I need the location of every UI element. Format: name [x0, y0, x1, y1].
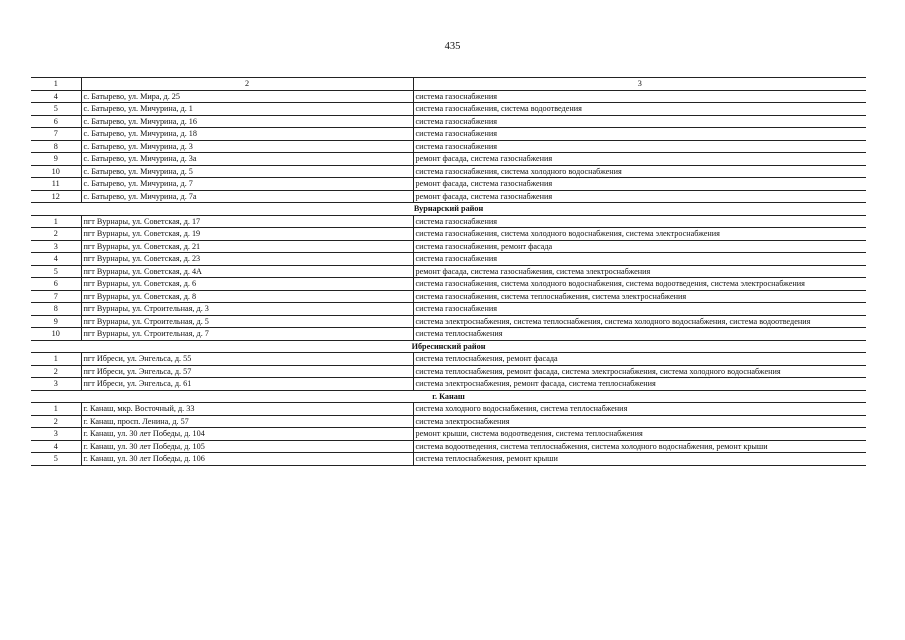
- row-number: 8: [31, 140, 81, 153]
- table-row: [31, 415, 866, 428]
- table-row: [31, 153, 866, 166]
- row-number: 2: [31, 415, 81, 428]
- row-number: 1: [31, 403, 81, 416]
- row-number: 6: [31, 115, 81, 128]
- works-cell: система водоотведения, система теплоснабжения, система холодного водоснабжения, ремонт крыши: [413, 440, 866, 453]
- address-cell: г. Канаш, мкр. Восточный, д. 33: [81, 403, 413, 416]
- address-cell: пгт Вурнары, ул. Советская, д. 17: [81, 215, 413, 228]
- works-cell: ремонт фасада, система газоснабжения: [413, 178, 866, 191]
- table-row: [31, 265, 866, 278]
- address-cell: с. Батырево, ул. Мичурина, д. 5: [81, 165, 413, 178]
- works-cell: система газоснабжения: [413, 215, 866, 228]
- address-cell: г. Канаш, ул. 30 лет Победы, д. 104: [81, 428, 413, 441]
- row-number: 5: [31, 453, 81, 466]
- address-cell: г. Канаш, просп. Ленина, д. 57: [81, 415, 413, 428]
- row-number: 2: [31, 228, 81, 241]
- section-heading: г. Канаш: [31, 390, 866, 403]
- address-cell: г. Канаш, ул. 30 лет Победы, д. 105: [81, 440, 413, 453]
- works-cell: система газоснабжения: [413, 90, 866, 103]
- address-cell: с. Батырево, ул. Мичурина, д. 7: [81, 178, 413, 191]
- works-cell: система газоснабжения, система холодного водоснабжения: [413, 165, 866, 178]
- address-cell: с. Батырево, ул. Мичурина, д. 3: [81, 140, 413, 153]
- row-number: 9: [31, 153, 81, 166]
- row-number: 10: [31, 165, 81, 178]
- section-heading: Вурнарский район: [31, 203, 866, 216]
- row-number: 1: [31, 353, 81, 366]
- address-cell: пгт Вурнары, ул. Строительная, д. 5: [81, 315, 413, 328]
- works-cell: система газоснабжения, система водоотведения: [413, 103, 866, 116]
- row-number: 7: [31, 128, 81, 141]
- row-number: 6: [31, 278, 81, 291]
- address-cell: пгт Ибреси, ул. Энгельса, д. 55: [81, 353, 413, 366]
- address-cell: пгт Вурнары, ул. Строительная, д. 3: [81, 303, 413, 316]
- row-number: 4: [31, 440, 81, 453]
- column-header-works: 3: [413, 78, 866, 91]
- works-cell: система газоснабжения: [413, 140, 866, 153]
- works-cell: ремонт крыши, система водоотведения, система теплоснабжения: [413, 428, 866, 441]
- row-number: 8: [31, 303, 81, 316]
- row-number: 11: [31, 178, 81, 191]
- address-cell: пгт Вурнары, ул. Советская, д. 21: [81, 240, 413, 253]
- address-cell: г. Канаш, ул. 30 лет Победы, д. 106: [81, 453, 413, 466]
- table-row: [31, 140, 866, 153]
- works-cell: система холодного водоснабжения, система теплоснабжения: [413, 403, 866, 416]
- column-header-address: 2: [81, 78, 413, 91]
- table-row: [31, 453, 866, 466]
- table-row: [31, 90, 866, 103]
- table-row: [31, 290, 866, 303]
- row-number: 3: [31, 378, 81, 391]
- works-cell: система газоснабжения, система холодного водоснабжения, система электроснабжения: [413, 228, 866, 241]
- row-number: 4: [31, 90, 81, 103]
- table-row: [31, 378, 866, 391]
- table-row: [31, 128, 866, 141]
- table-row: [31, 303, 866, 316]
- row-number: 7: [31, 290, 81, 303]
- section-heading-row: [31, 390, 866, 403]
- works-cell: система газоснабжения: [413, 303, 866, 316]
- works-cell: ремонт фасада, система газоснабжения, система электроснабжения: [413, 265, 866, 278]
- table-row: [31, 328, 866, 341]
- works-cell: система газоснабжения: [413, 253, 866, 266]
- row-number: 3: [31, 240, 81, 253]
- page-number: 435: [444, 41, 461, 52]
- row-number: 10: [31, 328, 81, 341]
- table-row: [31, 103, 866, 116]
- table-row: [31, 253, 866, 266]
- works-cell: система электроснабжения, ремонт фасада, система теплоснабжения: [413, 378, 866, 391]
- table-row: [31, 440, 866, 453]
- table-row: [31, 315, 866, 328]
- works-cell: система теплоснабжения, ремонт фасада, система электроснабжения, система холодного водоснабжения: [413, 365, 866, 378]
- row-number: 2: [31, 365, 81, 378]
- section-heading: Ибресинский район: [31, 340, 866, 353]
- table-row: [31, 278, 866, 291]
- works-cell: система газоснабжения: [413, 128, 866, 141]
- table-row: [31, 228, 866, 241]
- address-cell: с. Батырево, ул. Мичурина, д. 18: [81, 128, 413, 141]
- address-cell: с. Батырево, ул. Мичурина, д. 1: [81, 103, 413, 116]
- section-heading-row: [31, 340, 866, 353]
- row-number: 5: [31, 103, 81, 116]
- registry-body: [31, 78, 866, 466]
- table-row: [31, 240, 866, 253]
- table-row: [31, 115, 866, 128]
- works-cell: ремонт фасада, система газоснабжения: [413, 190, 866, 203]
- row-number: 1: [31, 215, 81, 228]
- address-cell: пгт Ибреси, ул. Энгельса, д. 57: [81, 365, 413, 378]
- row-number: 3: [31, 428, 81, 441]
- works-cell: система газоснабжения, ремонт фасада: [413, 240, 866, 253]
- header-row: [31, 78, 866, 91]
- works-cell: система электроснабжения: [413, 415, 866, 428]
- works-cell: система газоснабжения, система теплоснабжения, система электроснабжения: [413, 290, 866, 303]
- row-number: 4: [31, 253, 81, 266]
- address-cell: пгт Вурнары, ул. Советская, д. 8: [81, 290, 413, 303]
- table-row: [31, 190, 866, 203]
- table-row: [31, 365, 866, 378]
- address-cell: пгт Вурнары, ул. Советская, д. 4А: [81, 265, 413, 278]
- address-cell: с. Батырево, ул. Мичурина, д. 16: [81, 115, 413, 128]
- address-cell: пгт Вурнары, ул. Советская, д. 6: [81, 278, 413, 291]
- works-cell: система электроснабжения, система теплоснабжения, система холодного водоснабжения, система водоотведения: [413, 315, 866, 328]
- works-cell: система газоснабжения: [413, 115, 866, 128]
- address-cell: с. Батырево, ул. Мира, д. 25: [81, 90, 413, 103]
- table-row: [31, 165, 866, 178]
- works-cell: ремонт фасада, система газоснабжения: [413, 153, 866, 166]
- section-heading-row: [31, 203, 866, 216]
- row-number: 5: [31, 265, 81, 278]
- works-cell: система теплоснабжения, ремонт крыши: [413, 453, 866, 466]
- table-row: [31, 215, 866, 228]
- repair-registry-table: [31, 77, 866, 466]
- table-row: [31, 178, 866, 191]
- table-row: [31, 353, 866, 366]
- works-cell: система газоснабжения, система холодного водоснабжения, система водоотведения, система электроснабжения: [413, 278, 866, 291]
- row-number: 9: [31, 315, 81, 328]
- table-row: [31, 428, 866, 441]
- table-row: [31, 403, 866, 416]
- address-cell: с. Батырево, ул. Мичурина, д. 7а: [81, 190, 413, 203]
- address-cell: пгт Вурнары, ул. Строительная, д. 7: [81, 328, 413, 341]
- address-cell: пгт Вурнары, ул. Советская, д. 23: [81, 253, 413, 266]
- address-cell: с. Батырево, ул. Мичурина, д. 3а: [81, 153, 413, 166]
- works-cell: система теплоснабжения: [413, 328, 866, 341]
- works-cell: система теплоснабжения, ремонт фасада: [413, 353, 866, 366]
- address-cell: пгт Вурнары, ул. Советская, д. 19: [81, 228, 413, 241]
- row-number: 12: [31, 190, 81, 203]
- column-header-number: 1: [31, 78, 81, 91]
- address-cell: пгт Ибреси, ул. Энгельса, д. 61: [81, 378, 413, 391]
